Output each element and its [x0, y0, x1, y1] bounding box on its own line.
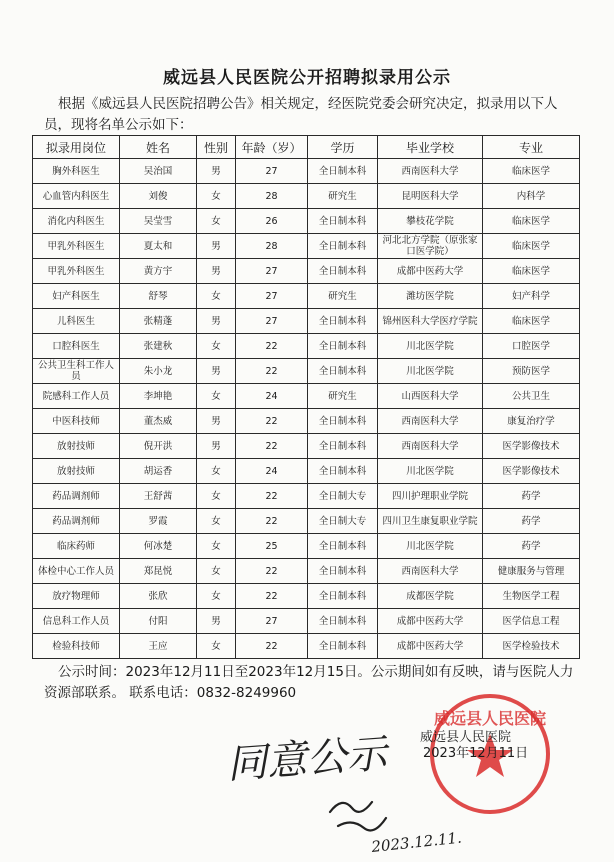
- table-cell: 女: [197, 459, 236, 484]
- table-cell: 放射技师: [33, 434, 120, 459]
- table-cell: 张欣: [120, 584, 197, 609]
- table-cell: 王应: [120, 634, 197, 659]
- table-cell: 全日制本科: [308, 159, 378, 184]
- table-row: [33, 484, 580, 509]
- table-cell: 张建秋: [120, 334, 197, 359]
- table-cell: 药学: [483, 509, 580, 534]
- column-header: 年龄（岁）: [236, 136, 308, 159]
- table-cell: 甲乳外科医生: [33, 259, 120, 284]
- table-cell: 女: [197, 209, 236, 234]
- table-cell: 西南医科大学: [378, 159, 483, 184]
- table-cell: 甲乳外科医生: [33, 234, 120, 259]
- table-cell: 全日制大专: [308, 509, 378, 534]
- table-cell: 成都医学院: [378, 584, 483, 609]
- table-cell: 刘俊: [120, 184, 197, 209]
- table-cell: 24: [236, 384, 308, 409]
- table-row: [33, 259, 580, 284]
- table-cell: 22: [236, 434, 308, 459]
- table-cell: 全日制本科: [308, 434, 378, 459]
- signature-date: 2023年12月11日: [423, 746, 529, 761]
- table-cell: 放射技师: [33, 459, 120, 484]
- table-cell: 川北医学院: [378, 359, 483, 384]
- table-cell: 女: [197, 384, 236, 409]
- table-cell: 心血管内科医生: [33, 184, 120, 209]
- svg-text:威远县人民医院: 威远县人民医院: [433, 709, 547, 728]
- table-cell: 医学影像技术: [483, 434, 580, 459]
- table-cell: 公共卫生: [483, 384, 580, 409]
- table-cell: 全日制本科: [308, 634, 378, 659]
- table-header-row: [33, 136, 580, 159]
- table-cell: 医学检验技术: [483, 634, 580, 659]
- table-cell: 医学信息工程: [483, 609, 580, 634]
- table-cell: 川北医学院: [378, 334, 483, 359]
- table-cell: 付阳: [120, 609, 197, 634]
- table-cell: 健康服务与管理: [483, 559, 580, 584]
- svg-text:2023.12.11.: 2023.12.11.: [370, 828, 463, 856]
- table-cell: 临床医学: [483, 234, 580, 259]
- table-cell: 吴治国: [120, 159, 197, 184]
- table-row: [33, 159, 580, 184]
- svg-text:同意公示: 同意公示: [225, 730, 389, 788]
- table-cell: 医学影像技术: [483, 459, 580, 484]
- table-cell: 全日制本科: [308, 609, 378, 634]
- column-header: 专业: [483, 136, 580, 159]
- table-cell: 25: [236, 534, 308, 559]
- table-cell: 22: [236, 484, 308, 509]
- table-cell: 男: [197, 609, 236, 634]
- table-cell: 全日制本科: [308, 409, 378, 434]
- table-row: [33, 184, 580, 209]
- table-cell: 临床医学: [483, 209, 580, 234]
- table-row: [33, 634, 580, 659]
- table-cell: 27: [236, 609, 308, 634]
- table-cell: 朱小龙: [120, 359, 197, 384]
- table-cell: 22: [236, 334, 308, 359]
- table-cell: 女: [197, 484, 236, 509]
- table-cell: 预防医学: [483, 359, 580, 384]
- table-cell: 女: [197, 509, 236, 534]
- table-cell: 全日制本科: [308, 334, 378, 359]
- table-cell: 四川护理职业学院: [378, 484, 483, 509]
- table-cell: 西南医科大学: [378, 409, 483, 434]
- column-header: 毕业学校: [378, 136, 483, 159]
- table-cell: 董杰威: [120, 409, 197, 434]
- table-cell: 胸外科医生: [33, 159, 120, 184]
- table-cell: 舒琴: [120, 284, 197, 309]
- table-cell: 山西医科大学: [378, 384, 483, 409]
- table-cell: 药品调剂师: [33, 484, 120, 509]
- table-cell: 口腔医学: [483, 334, 580, 359]
- table-cell: 27: [236, 159, 308, 184]
- table-row: [33, 434, 580, 459]
- table-cell: 全日制本科: [308, 259, 378, 284]
- table-row: [33, 509, 580, 534]
- table-cell: 女: [197, 534, 236, 559]
- table-cell: 全日制本科: [308, 559, 378, 584]
- table-cell: 张精蓬: [120, 309, 197, 334]
- table-cell: 药学: [483, 484, 580, 509]
- table-cell: 攀枝花学院: [378, 209, 483, 234]
- table-cell: 倪开洪: [120, 434, 197, 459]
- table-row: [33, 459, 580, 484]
- table-cell: 研究生: [308, 184, 378, 209]
- table-cell: 临床医学: [483, 159, 580, 184]
- table-cell: 生物医学工程: [483, 584, 580, 609]
- table-cell: 全日制本科: [308, 459, 378, 484]
- table-cell: 内科学: [483, 184, 580, 209]
- table-cell: 22: [236, 584, 308, 609]
- table-cell: 临床医学: [483, 309, 580, 334]
- table-cell: 26: [236, 209, 308, 234]
- column-header: 性别: [197, 136, 236, 159]
- table-row: [33, 584, 580, 609]
- table-cell: 信息科工作人员: [33, 609, 120, 634]
- table-cell: 男: [197, 409, 236, 434]
- table-cell: 男: [197, 434, 236, 459]
- table-cell: 28: [236, 234, 308, 259]
- table-cell: 口腔科医生: [33, 334, 120, 359]
- table-cell: 西南医科大学: [378, 559, 483, 584]
- signature-organization: 威远县人民医院: [420, 730, 512, 745]
- document-title: 威远县人民医院公开招聘拟录用公示: [163, 68, 451, 88]
- candidate-table: [32, 135, 580, 659]
- table-cell: 放疗物理师: [33, 584, 120, 609]
- table-cell: 成都中医药大学: [378, 609, 483, 634]
- table-cell: 22: [236, 359, 308, 384]
- table-cell: 川北医学院: [378, 534, 483, 559]
- intro-paragraph: 根据《威远县人民医院招聘公告》相关规定，经医院党委会研究决定，拟录用以下人员，现将名单公示如下：: [44, 96, 558, 133]
- table-cell: 27: [236, 309, 308, 334]
- table-row: [33, 559, 580, 584]
- table-row: [33, 609, 580, 634]
- table-cell: 22: [236, 409, 308, 434]
- table-cell: 吴莹雪: [120, 209, 197, 234]
- table-cell: 李坤艳: [120, 384, 197, 409]
- table-cell: 男: [197, 159, 236, 184]
- table-row: [33, 359, 580, 384]
- table-cell: 中医科技师: [33, 409, 120, 434]
- table-cell: 消化内科医生: [33, 209, 120, 234]
- table-cell: 男: [197, 359, 236, 384]
- table-row: [33, 309, 580, 334]
- table-row: [33, 409, 580, 434]
- table-cell: 体检中心工作人员: [33, 559, 120, 584]
- table-cell: 研究生: [308, 284, 378, 309]
- table-cell: 西南医科大学: [378, 434, 483, 459]
- table-row: [33, 209, 580, 234]
- table-cell: 药学: [483, 534, 580, 559]
- table-cell: 男: [197, 259, 236, 284]
- column-header: 姓名: [120, 136, 197, 159]
- table-cell: 黄方宇: [120, 259, 197, 284]
- footer-paragraph: 公示时间：2023年12月11日至2023年12月15日。公示期间如有反映，请与医院人力资源部联系。 联系电话：0832-8249960: [44, 664, 574, 701]
- table-body: [33, 159, 580, 659]
- table-cell: 儿科医生: [33, 309, 120, 334]
- table-cell: 罗霞: [120, 509, 197, 534]
- table-cell: 女: [197, 284, 236, 309]
- table-cell: 22: [236, 509, 308, 534]
- table-cell: 郑昆悦: [120, 559, 197, 584]
- table-cell: 全日制本科: [308, 584, 378, 609]
- table-cell: 公共卫生科工作人员: [33, 359, 120, 384]
- table-cell: 王舒茜: [120, 484, 197, 509]
- table-cell: 胡运香: [120, 459, 197, 484]
- table-cell: 研究生: [308, 384, 378, 409]
- table-cell: 24: [236, 459, 308, 484]
- table-cell: 全日制本科: [308, 209, 378, 234]
- table-row: [33, 334, 580, 359]
- table-cell: 全日制本科: [308, 309, 378, 334]
- table-row: [33, 384, 580, 409]
- table-cell: 27: [236, 259, 308, 284]
- table-cell: 女: [197, 559, 236, 584]
- table-cell: 四川卫生康复职业学院: [378, 509, 483, 534]
- table-cell: 全日制大专: [308, 484, 378, 509]
- table-cell: 何冰楚: [120, 534, 197, 559]
- column-header: 学历: [308, 136, 378, 159]
- table-cell: 昆明医科大学: [378, 184, 483, 209]
- table-cell: 男: [197, 234, 236, 259]
- table-cell: 女: [197, 184, 236, 209]
- table-cell: 院感科工作人员: [33, 384, 120, 409]
- table-cell: 成都中医药大学: [378, 259, 483, 284]
- table-cell: 男: [197, 309, 236, 334]
- table-cell: 妇产科学: [483, 284, 580, 309]
- table-row: [33, 534, 580, 559]
- table-cell: 妇产科医生: [33, 284, 120, 309]
- table-cell: 检验科技师: [33, 634, 120, 659]
- table-cell: 康复治疗学: [483, 409, 580, 434]
- table-cell: 川北医学院: [378, 459, 483, 484]
- table-cell: 22: [236, 559, 308, 584]
- table-cell: 女: [197, 334, 236, 359]
- table-cell: 药品调剂师: [33, 509, 120, 534]
- column-header: 拟录用岗位: [33, 136, 120, 159]
- table-cell: 锦州医科大学医疗学院: [378, 309, 483, 334]
- table-cell: 潍坊医学院: [378, 284, 483, 309]
- table-cell: 河北北方学院（原张家口医学院）: [378, 234, 483, 259]
- table-cell: 28: [236, 184, 308, 209]
- table-cell: 女: [197, 584, 236, 609]
- table-cell: 全日制本科: [308, 234, 378, 259]
- table-row: [33, 234, 580, 259]
- table-row: [33, 284, 580, 309]
- table-cell: 临床医学: [483, 259, 580, 284]
- table-cell: 临床药师: [33, 534, 120, 559]
- table-cell: 成都中医药大学: [378, 634, 483, 659]
- table-cell: 全日制本科: [308, 359, 378, 384]
- table-cell: 27: [236, 284, 308, 309]
- table-cell: 22: [236, 634, 308, 659]
- table-cell: 夏太和: [120, 234, 197, 259]
- table-cell: 全日制本科: [308, 534, 378, 559]
- table-cell: 女: [197, 634, 236, 659]
